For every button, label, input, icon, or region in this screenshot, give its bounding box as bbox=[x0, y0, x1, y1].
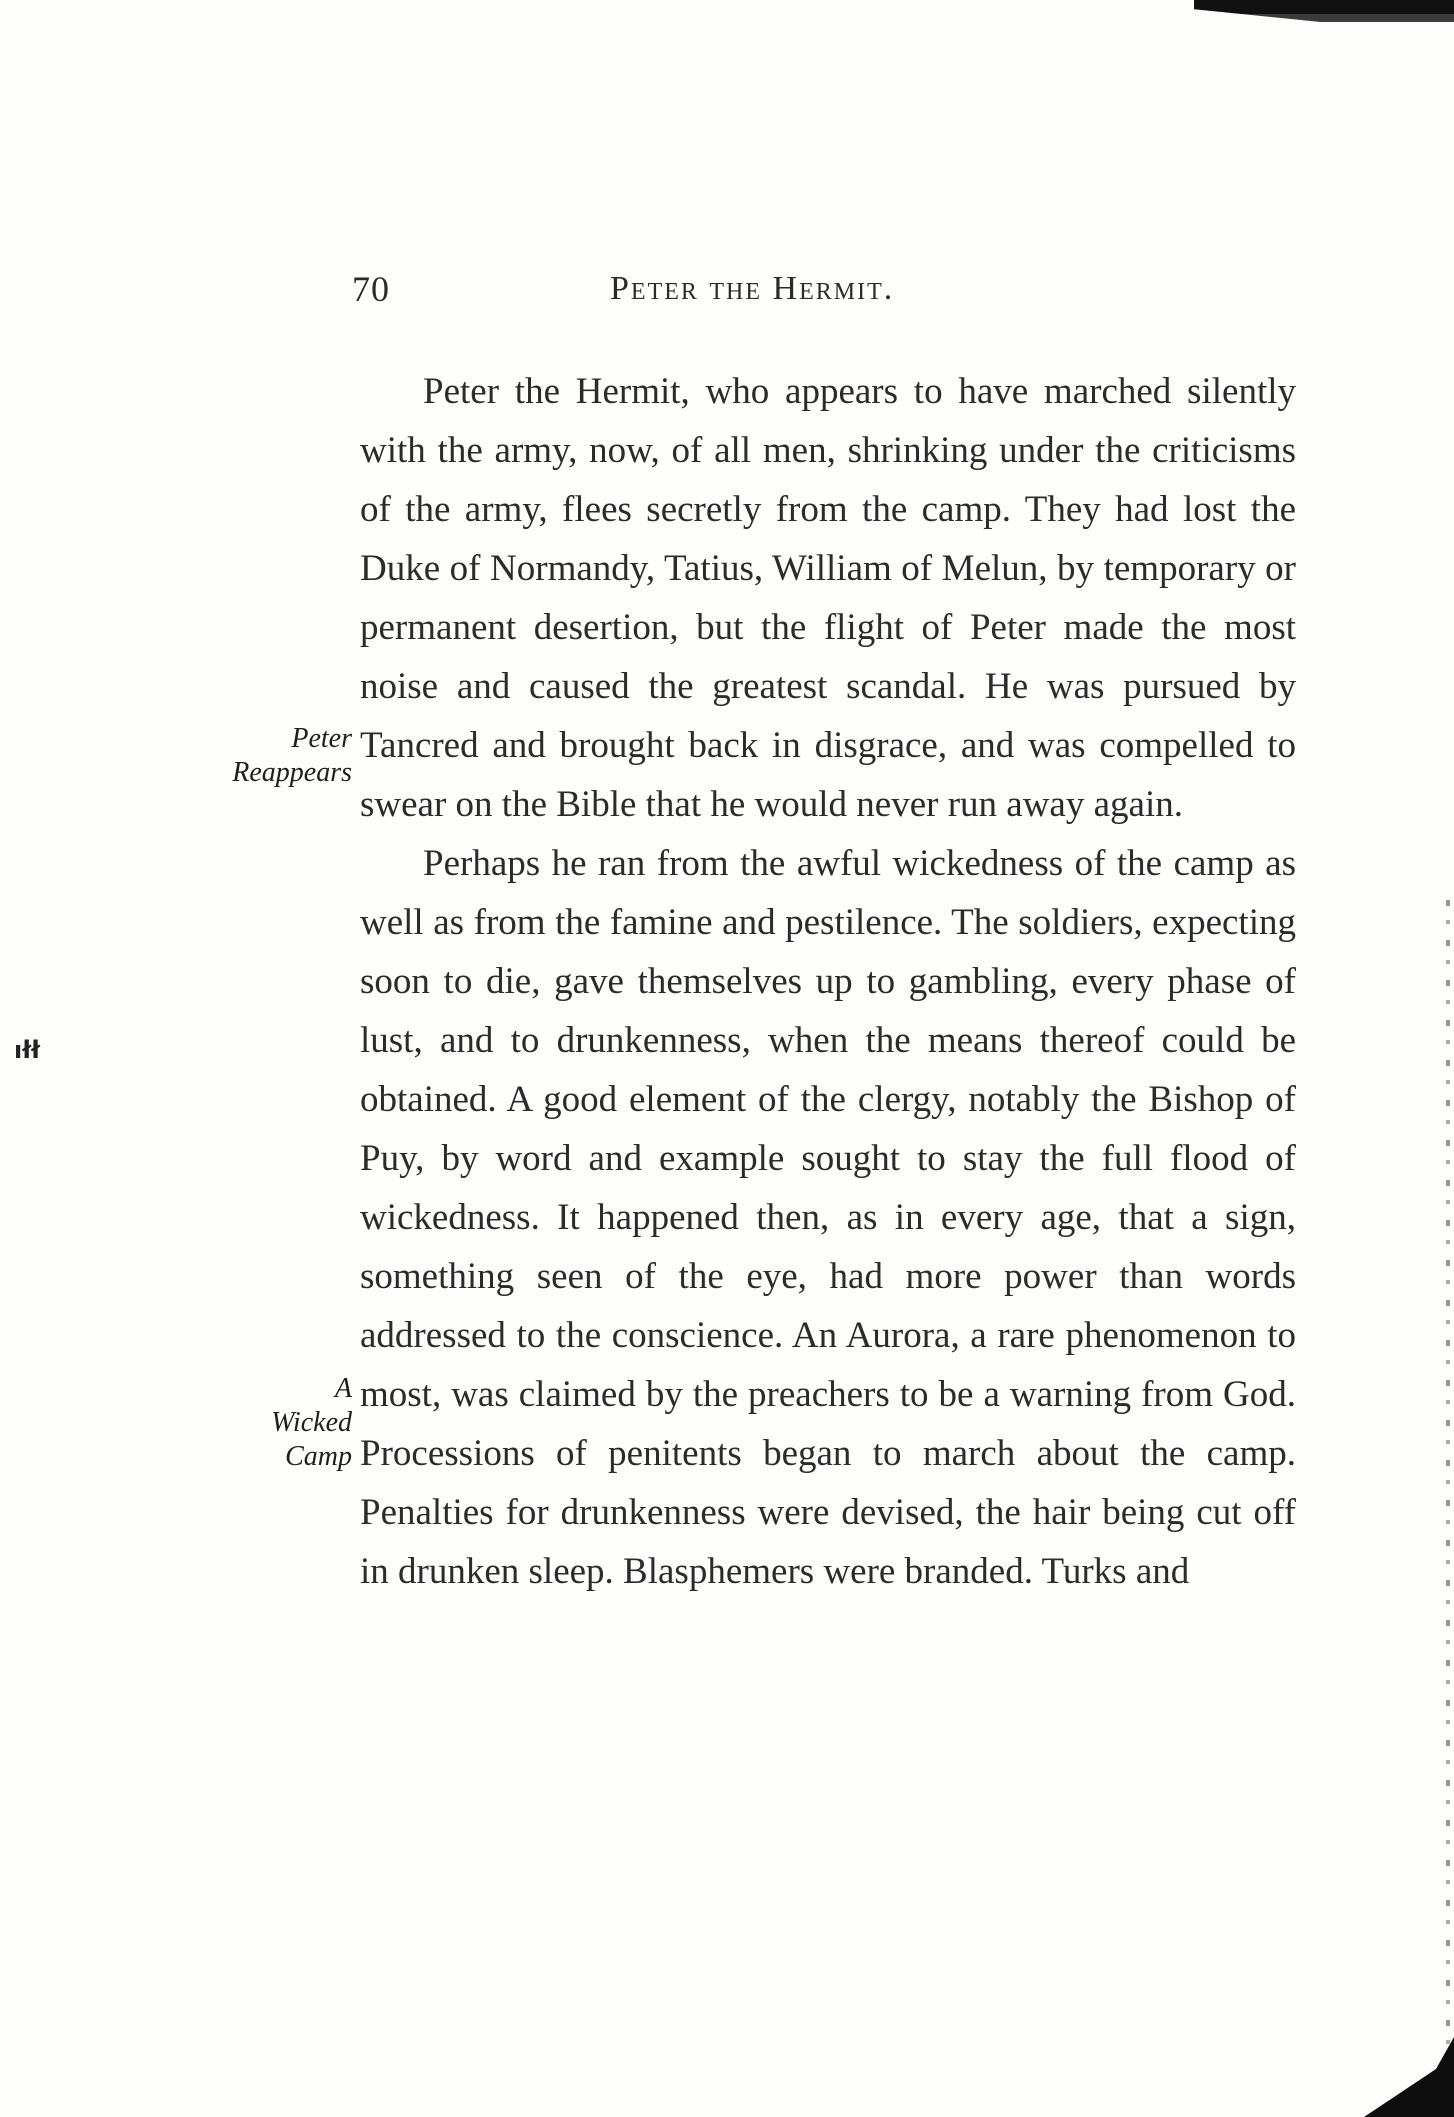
scan-artifact-corner bbox=[1364, 2037, 1454, 2117]
margin-note-peter-reappears bbox=[232, 722, 352, 790]
margin-note-wicked-camp bbox=[271, 1372, 352, 1474]
margin-note-line: A bbox=[334, 1373, 352, 1404]
scan-artifact-top bbox=[1194, 0, 1454, 46]
paragraph: Peter the Hermit, who appears to have marched silently with the army, now, of all men, shrinking under the criticisms of the army, flees secretly from the camp. They had lost the Duke of Normandy, Tatius, William of Melun, by temporary or permanent desertion, but the flight of Peter made the most noise and caused the greatest scandal. He was pursued by Tancred and brought back in disgrace, and was compelled to swear on the Bible that he would never run away again. bbox=[360, 371, 1296, 825]
margin-note-line: Peter bbox=[291, 723, 352, 754]
body-text bbox=[360, 362, 1296, 1601]
scan-artifact-mark: ıłł bbox=[14, 1036, 41, 1064]
scan-artifact-edge bbox=[1446, 900, 1450, 2100]
running-head: Peter the Hermit. bbox=[610, 270, 895, 307]
margin-note-line: Camp bbox=[285, 1441, 352, 1472]
margin-note-line: Wicked bbox=[271, 1407, 352, 1438]
page-header bbox=[352, 268, 1302, 318]
margin-note-line: Reappears bbox=[232, 757, 352, 788]
page-number: 70 bbox=[352, 269, 390, 309]
paragraph: Perhaps he ran from the awful wickedness of the camp as well as from the famine and pestilence. The soldiers, expecting soon to die, gave themselves up to gambling, every phase of lust, and to drunkenness, when the means thereof could be obtained. A good element of the clergy, notably the Bishop of Puy, by word and example sought to stay the full flood of wickedness. It happened then, as in every age, that a sign, something seen of the eye, had more power than words addressed to the conscience. An Aurora, a rare phenomenon to most, was claimed by the preachers to be a warning from God. Processions of penitents began to march about the camp. Penalties for drunkenness were devised, the hair being cut off in drunken sleep. Blasphemers were branded. Turks and bbox=[360, 843, 1296, 1592]
